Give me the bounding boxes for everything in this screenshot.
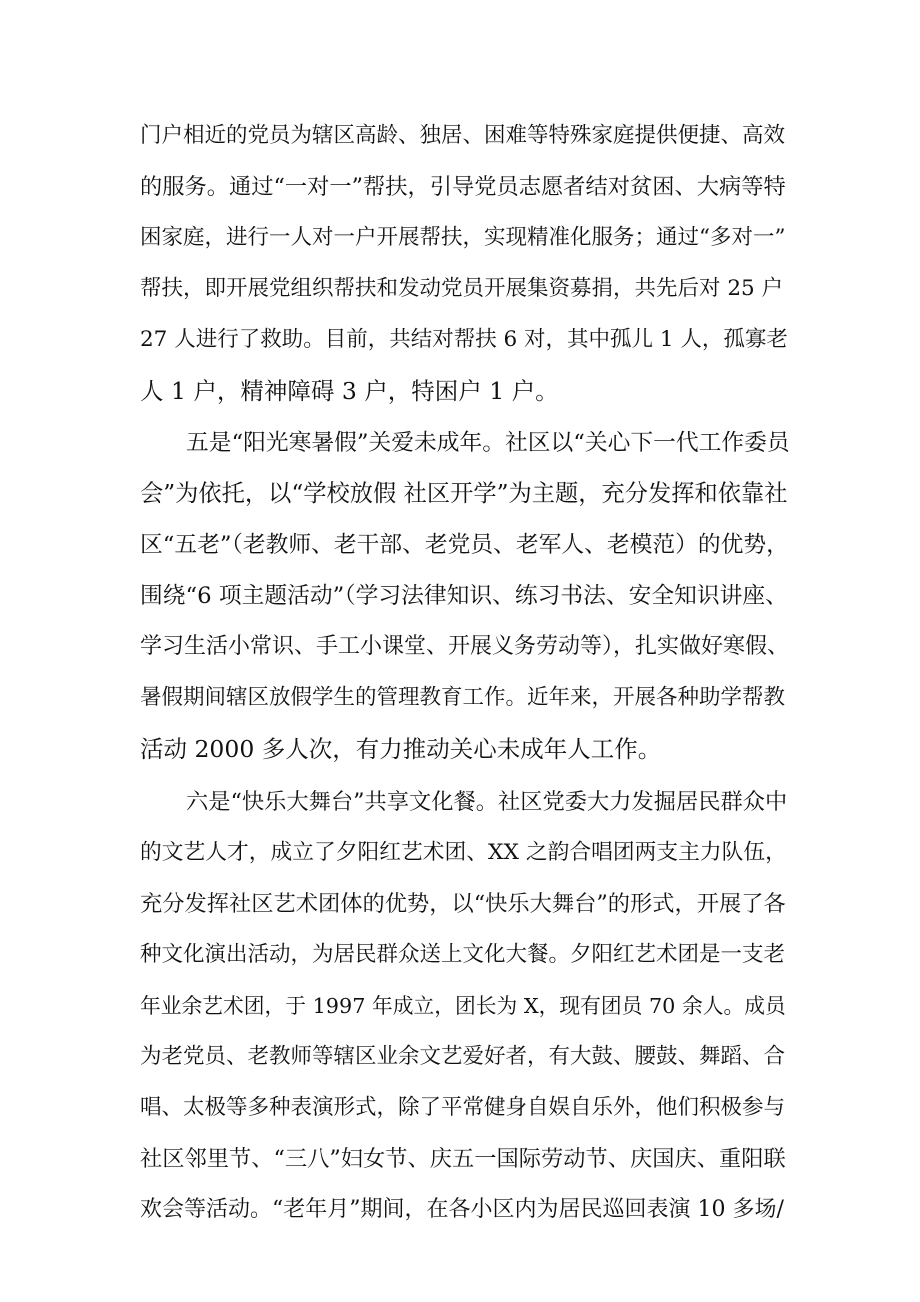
- text-line: 区“五老”（老教师、老干部、老党员、老军人、老模范）的优势，: [140, 532, 789, 558]
- text-line: 暑假期间辖区放假学生的管理教育工作。近年来，开展各种助学帮教: [140, 685, 786, 710]
- text-line: 活动 2000 多人次，有力推动关心未成年人工作。: [140, 735, 662, 763]
- paragraph-heading-line: 五是“阳光寒暑假”关爱未成年。社区以“关心下一代工作委员: [186, 430, 790, 456]
- text-line: 困家庭，进行一人对一户开展帮扶，实现精准化服务；通过“多对一”: [140, 225, 786, 250]
- text-line: 年业余艺术团，于 1997 年成立，团长为 X，现有团员 70 余人。成员: [140, 994, 786, 1018]
- text-line: 充分发挥社区艺术团体的优势，以“快乐大舞台”的形式，开展了各: [140, 891, 786, 917]
- text-line: 帮扶，即开展党组织帮扶和发动党员开展集资募捐，共先后对 25 户: [140, 276, 784, 301]
- text-line: 种文化演出活动，为居民群众送上文化大餐。夕阳红艺术团是一支老: [140, 942, 786, 967]
- text-line: 会”为依托，以“学校放假 社区开学”为主题，充分发挥和依靠社: [140, 480, 788, 507]
- text-line: 围绕“6 项主题活动”（学习法律知识、练习书法、安全知识讲座、: [140, 583, 788, 609]
- text-line: 门户相近的党员为辖区高龄、独居、困难等特殊家庭提供便捷、高效: [140, 123, 786, 148]
- paragraph-heading-line: 六是“快乐大舞台”共享文化餐。社区党委大力发掘居民群众中: [186, 789, 788, 815]
- text-line: 的服务。通过“一对一”帮扶，引导党员志愿者结对贫困、大病等特: [140, 174, 786, 200]
- text-line: 的文艺人才，成立了夕阳红艺术团、XX 之韵合唱团两支主力队伍，: [140, 840, 787, 865]
- text-line: 唱、太极等多种表演形式，除了平常健身自娱自乐外，他们积极参与: [140, 1095, 786, 1120]
- text-line: 为老党员、老教师等辖区业余文艺爱好者，有大鼓、腰鼓、舞蹈、合: [140, 1044, 786, 1069]
- text-line: 欢会等活动。“老年月”期间，在各小区内为居民巡回表演 10 多场/: [140, 1197, 784, 1222]
- text-line: 社区邻里节、“三八”妇女节、庆五一国际劳动节、庆国庆、重阳联: [140, 1146, 786, 1172]
- text-line: 人 1 户，精神障碍 3 户，特困户 1 户。: [140, 377, 559, 405]
- text-line: 学习生活小常识、手工小课堂、开展义务劳动等），扎实做好寒假、: [140, 634, 790, 659]
- text-line: 27 人进行了救助。目前，共结对帮扶 6 对，其中孤儿 1 人，孤寡老: [140, 327, 788, 352]
